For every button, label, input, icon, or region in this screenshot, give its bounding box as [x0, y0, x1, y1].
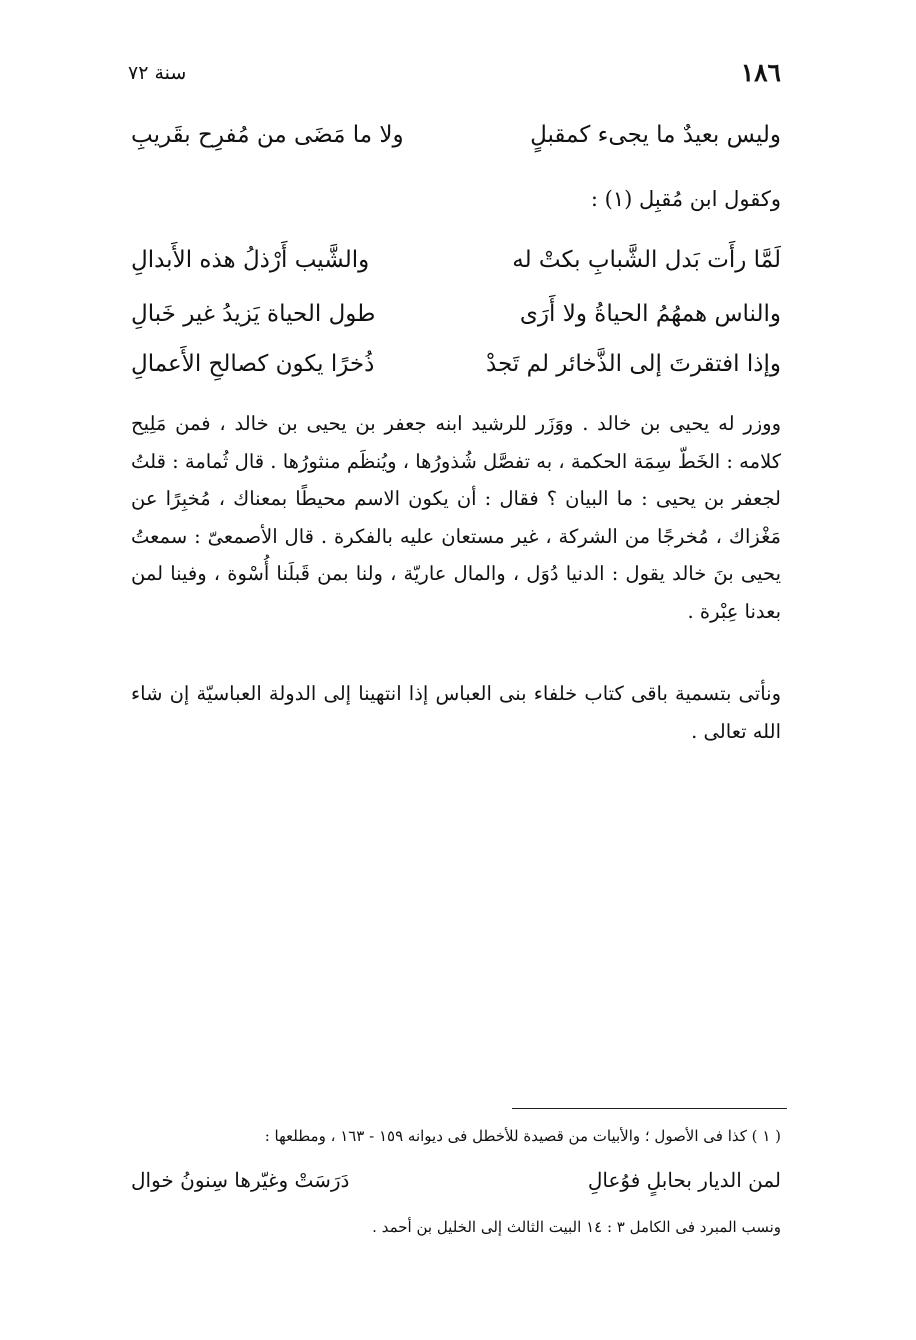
verse-hemistich-right: وإذا افتقرتَ إلى الذَّخائر لم تَجدْ — [486, 351, 781, 377]
verse-hemistich-right: لَمَّا رأَت بَدل الشَّبابِ بكتْ له — [512, 247, 781, 273]
verse-hemistich-left: ولا ما مَضَى من مُفرِح بقَريبِ — [131, 122, 404, 148]
footnote-verse — [131, 1168, 781, 1192]
closing-paragraph: ونأتى بتسمية باقى كتاب خلفاء بنى العباس إذا انتهينا إلى الدولة العباسيّة إن شاء الله تعالى . — [131, 682, 781, 743]
footnote-separator — [512, 1108, 787, 1109]
poem-line-3 — [131, 344, 781, 384]
verse-hemistich-right: والناس همهُمُ الحياةُ ولا أَرَى — [519, 301, 781, 327]
running-header-year: سنة ٧٢ — [128, 62, 187, 84]
verse-hemistich-left: طول الحياة يَزيدُ غير خَبالِ — [131, 301, 376, 327]
page-number: ١٨٦ — [740, 58, 781, 87]
footnote-attribution: ونسب المبرد فى الكامل ٣ : ١٤ البيت الثالث إلى الخليل بن أحمد . — [372, 1218, 781, 1236]
poem-line-1 — [131, 240, 781, 280]
footnote-verse-right: لمن الديار بحابلٍ فوُعالِ — [587, 1168, 781, 1192]
poem-introduction: وكقول ابن مُقبِل (١) : — [590, 187, 781, 211]
footnote-line: ( ١ ) كذا فى الأصول ؛ والأبيات من قصيدة للأخطل فى ديوانه ١٥٩ - ١٦٣ ، ومطلعها : — [264, 1127, 781, 1145]
verse-line-top — [131, 115, 781, 155]
verse-hemistich-left: ذُخرًا يكون كصالحِ الأَعمالِ — [131, 351, 375, 377]
verse-hemistich-right: وليس بعيدٌ ما يجىء كمقبلٍ — [530, 122, 781, 148]
body-paragraph: ووزر له يحيى بن خالد . ووَزَر للرشيد ابنه جعفر بن يحيى بن خالد ، فمن مَلِيح كلامه : الخَطّ سِمَة الحكمة ، به تفصَّل شُذورُها ، ويُنظَم منثورُها . قال ثُمامة : قلتُ لجعفر بن يحيى : ما البيان ؟ فقال : أن يكون الاسم محيطًا بمعناك ، مُخبِرًا عن مَغْزاك ، مُخرجًا من الشركة ، غير مستعان عليه بالفكرة . قال الأصمعىّ : سمعتُ يحيى بنَ خالد يقول : الدنيا دُوَل ، والمال عاريّة ، ولنا بمن قَبلَنا أُسْوة ، وفينا لمن بعدنا عِبْرة . — [131, 412, 781, 623]
poem-line-2 — [131, 294, 781, 334]
verse-hemistich-left: والشَّيب أَرْذلُ هذه الأَبدالِ — [131, 247, 370, 273]
footnote-verse-left: دَرَسَتْ وغيّرها سِنونُ خوال — [131, 1168, 350, 1192]
